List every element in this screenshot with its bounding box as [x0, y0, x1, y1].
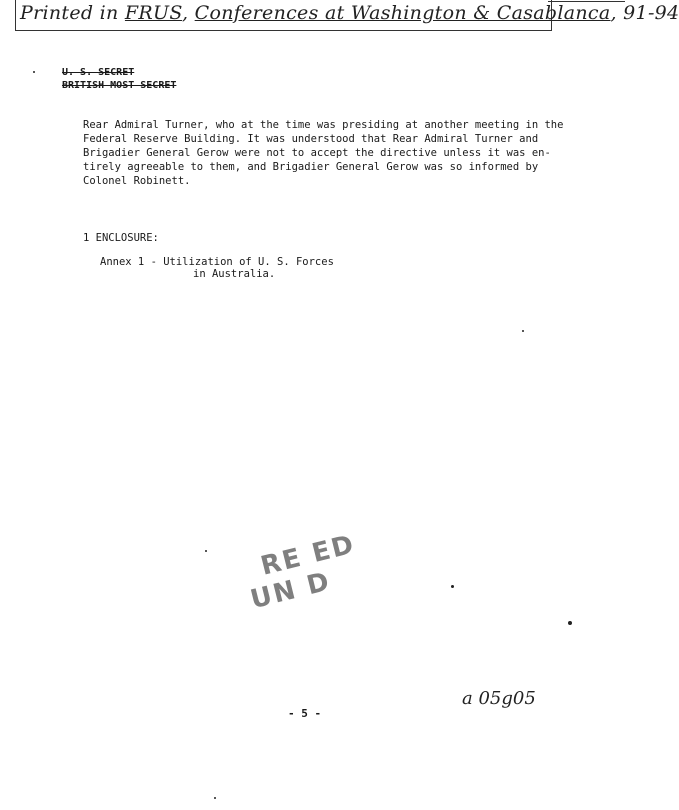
scan-speck: [451, 585, 454, 588]
scan-speck: [522, 330, 524, 332]
body-line: Rear Admiral Turner, who at the time was presiding at another meeting in the: [83, 119, 564, 131]
body-line: tirely agreeable to them, and Brigadier General Gerow was so informed by: [83, 161, 539, 173]
scan-speck: [205, 550, 207, 552]
classification-us-secret: U. S. SECRET: [62, 67, 135, 78]
body-line: Brigadier General Gerow were not to accept the directive unless it was en-: [83, 147, 551, 159]
annotation-separator: ,: [181, 2, 195, 24]
archive-number: a 05g05: [462, 688, 536, 709]
body-line: Colonel Robinett.: [83, 175, 191, 187]
handwritten-annotation: [20, 2, 679, 24]
body-line: Federal Reserve Building. It was understood that Rear Admiral Turner and: [83, 133, 539, 145]
scan-speck: [214, 797, 216, 799]
scan-speck: [33, 71, 35, 73]
annotation-pages: , 91-94: [610, 2, 679, 24]
declassification-stamp: [237, 500, 429, 630]
annotation-conference: Conferences at Washington & Casablanca: [194, 2, 611, 24]
annex-line-1: Annex 1 - Utilization of U. S. Forces: [100, 256, 334, 268]
stamp-line-2: UN D: [247, 566, 334, 616]
stamp-line-1: RE ED: [257, 529, 359, 582]
annotation-source: FRUS: [124, 2, 182, 24]
classification-british-most-secret: BRITISH MOST SECRET: [62, 80, 177, 91]
annotation-prefix: Printed in: [20, 2, 125, 24]
scan-speck: [568, 621, 572, 625]
annex-line-2: in Australia.: [193, 268, 276, 280]
enclosure-label: 1 ENCLOSURE:: [83, 232, 159, 244]
body-paragraph: [83, 118, 564, 188]
page-number: - 5 -: [288, 707, 322, 720]
